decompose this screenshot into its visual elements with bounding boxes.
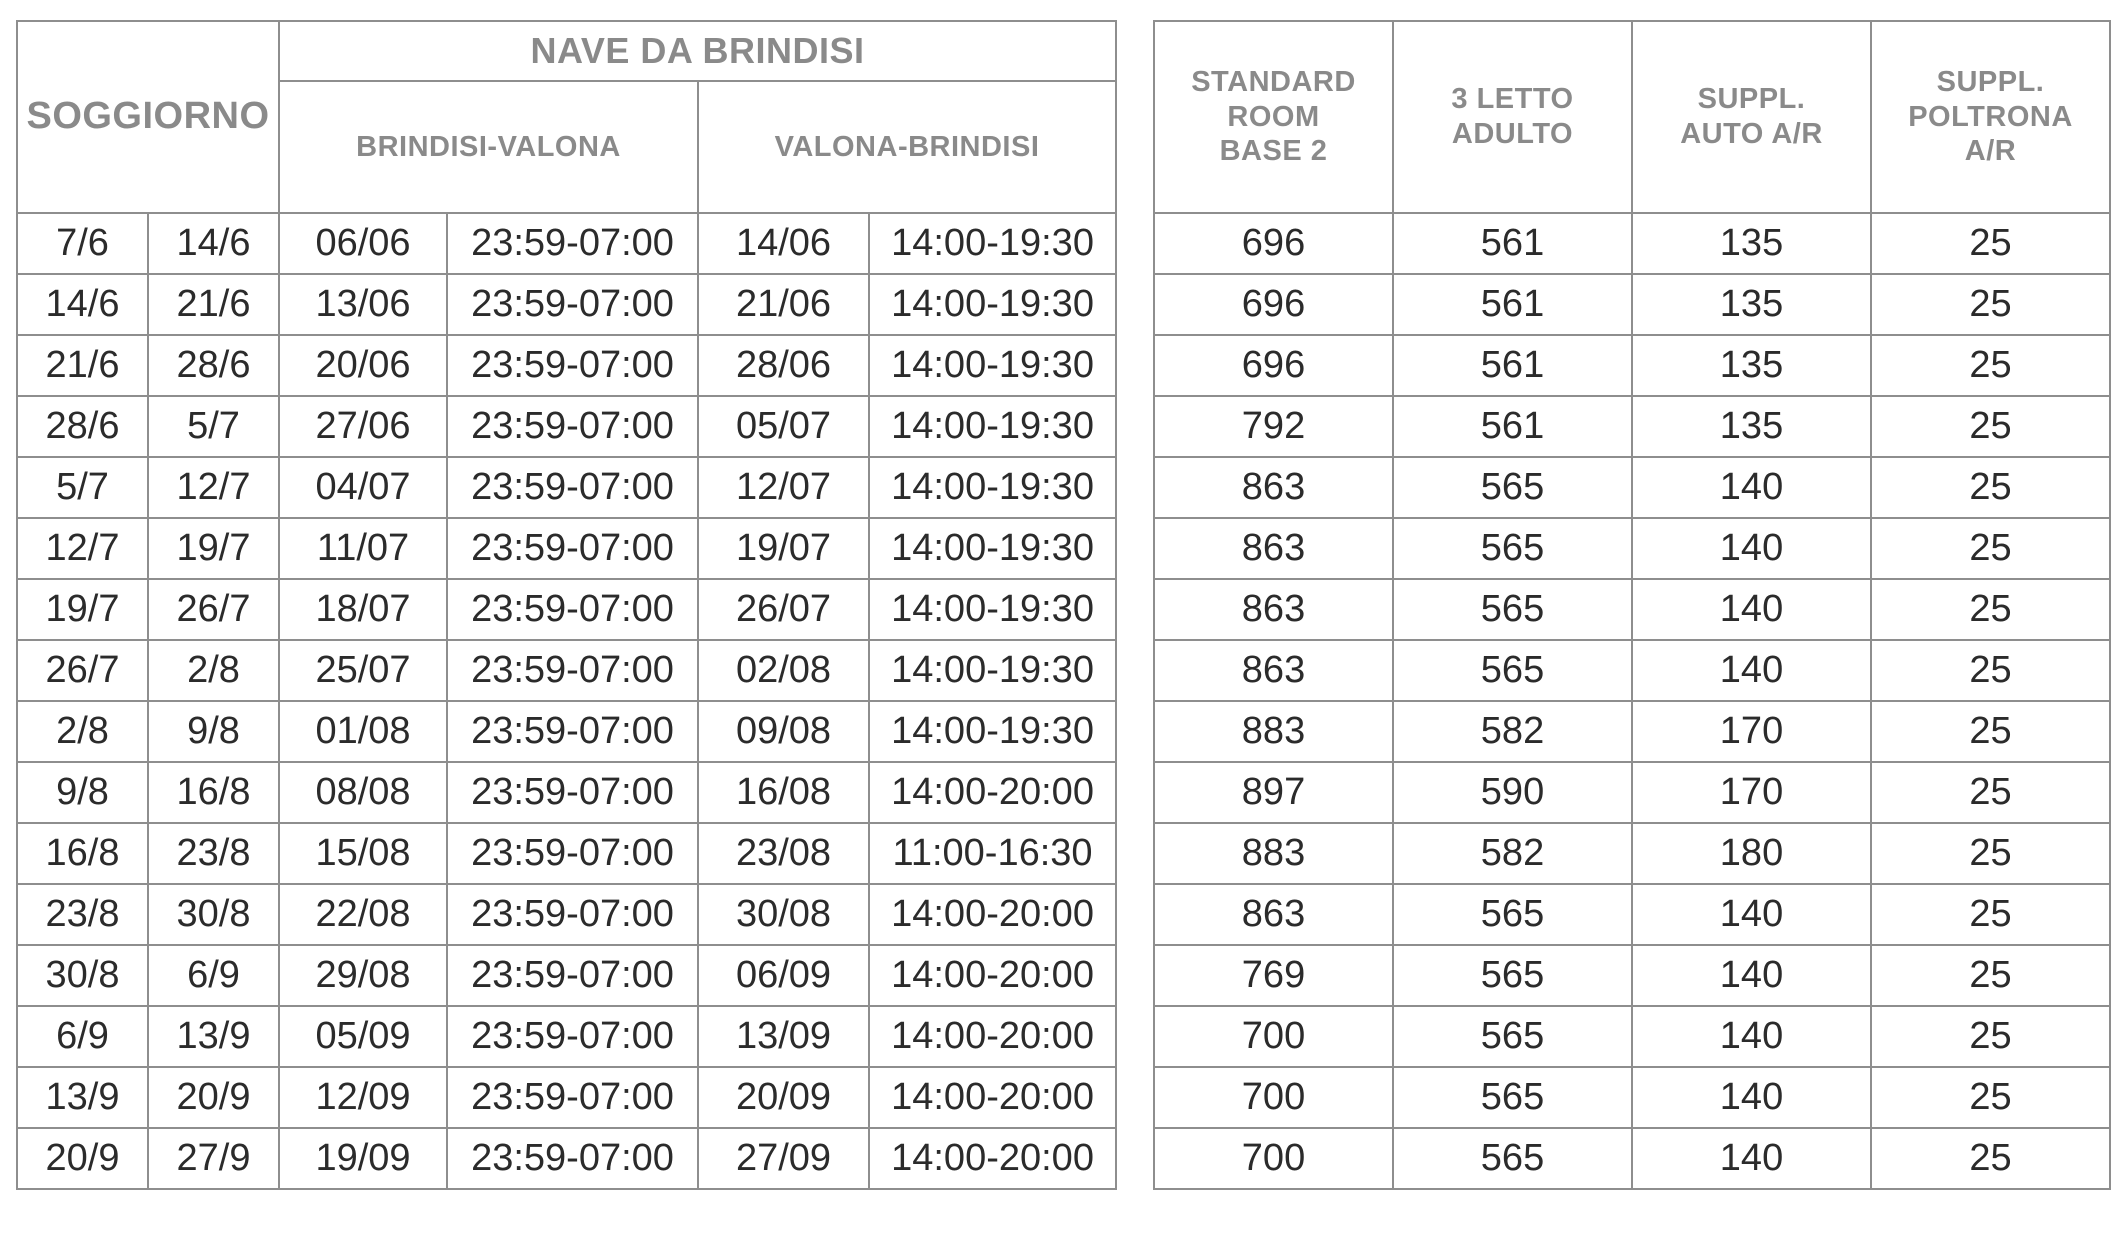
cell-suppl-auto: 135: [1632, 213, 1871, 274]
cell-ritorno-date: 20/09: [698, 1067, 869, 1128]
schedule-body: [17, 213, 1116, 1189]
cell-soggiorno-from: 13/9: [17, 1067, 148, 1128]
cell-andata-time: 23:59-07:00: [447, 335, 698, 396]
header-letto-line-2: ADULTO: [1451, 118, 1574, 150]
cell-ritorno-time: 14:00-20:00: [869, 762, 1116, 823]
cell-soggiorno-to: 27/9: [148, 1128, 279, 1189]
cell-suppl-poltrona: 25: [1871, 274, 2110, 335]
cell-suppl-auto: 140: [1632, 518, 1871, 579]
cell-soggiorno-to: 5/7: [148, 396, 279, 457]
table-row: [17, 884, 1116, 945]
cell-ritorno-date: 21/06: [698, 274, 869, 335]
table-row: [17, 701, 1116, 762]
cell-ritorno-date: 12/07: [698, 457, 869, 518]
table-row: [1154, 396, 2110, 457]
cell-andata-time: 23:59-07:00: [447, 884, 698, 945]
cell-suppl-auto: 135: [1632, 396, 1871, 457]
cell-soggiorno-to: 6/9: [148, 945, 279, 1006]
cell-soggiorno-to: 19/7: [148, 518, 279, 579]
cell-price-3-letto: 565: [1393, 579, 1632, 640]
cell-andata-time: 23:59-07:00: [447, 762, 698, 823]
cell-soggiorno-to: 2/8: [148, 640, 279, 701]
table-row: [1154, 884, 2110, 945]
cell-price-3-letto: 582: [1393, 701, 1632, 762]
cell-price-standard: 696: [1154, 274, 1393, 335]
header-poltrona-line-3: A/R: [1964, 135, 2017, 168]
cell-price-standard: 883: [1154, 701, 1393, 762]
cell-price-3-letto: 582: [1393, 823, 1632, 884]
cell-andata-time: 23:59-07:00: [447, 701, 698, 762]
cell-ritorno-time: 14:00-19:30: [869, 274, 1116, 335]
header-auto-line-1: SUPPL.: [1697, 83, 1806, 116]
cell-suppl-auto: 140: [1632, 1006, 1871, 1067]
cell-andata-time: 23:59-07:00: [447, 945, 698, 1006]
cell-soggiorno-from: 2/8: [17, 701, 148, 762]
header-standard-room: [1154, 21, 1393, 213]
cell-soggiorno-to: 16/8: [148, 762, 279, 823]
cell-ritorno-date: 19/07: [698, 518, 869, 579]
cell-soggiorno-to: 9/8: [148, 701, 279, 762]
cell-price-standard: 863: [1154, 457, 1393, 518]
cell-suppl-auto: 140: [1632, 640, 1871, 701]
cell-price-3-letto: 565: [1393, 640, 1632, 701]
cell-ritorno-date: 16/08: [698, 762, 869, 823]
cell-price-standard: 883: [1154, 823, 1393, 884]
schedule-table: [16, 20, 1117, 1190]
cell-ritorno-date: 14/06: [698, 213, 869, 274]
cell-suppl-poltrona: 25: [1871, 213, 2110, 274]
cell-suppl-poltrona: 25: [1871, 457, 2110, 518]
cell-ritorno-time: 11:00-16:30: [869, 823, 1116, 884]
cell-price-3-letto: 561: [1393, 274, 1632, 335]
header-suppl-poltrona: [1871, 21, 2110, 213]
cell-suppl-auto: 140: [1632, 1067, 1871, 1128]
cell-soggiorno-to: 30/8: [148, 884, 279, 945]
cell-soggiorno-from: 20/9: [17, 1128, 148, 1189]
cell-andata-date: 06/06: [279, 213, 447, 274]
cell-ritorno-time: 14:00-20:00: [869, 945, 1116, 1006]
cell-andata-time: 23:59-07:00: [447, 579, 698, 640]
price-table: [1153, 20, 2111, 1190]
cell-soggiorno-from: 21/6: [17, 335, 148, 396]
cell-ritorno-time: 14:00-19:30: [869, 457, 1116, 518]
cell-andata-time: 23:59-07:00: [447, 457, 698, 518]
cell-ritorno-time: 14:00-20:00: [869, 1067, 1116, 1128]
cell-suppl-poltrona: 25: [1871, 640, 2110, 701]
cell-price-standard: 700: [1154, 1128, 1393, 1189]
cell-ritorno-time: 14:00-19:30: [869, 701, 1116, 762]
cell-andata-date: 15/08: [279, 823, 447, 884]
header-auto-line-2: AUTO A/R: [1680, 118, 1823, 150]
cell-price-standard: 863: [1154, 579, 1393, 640]
table-row: [1154, 213, 2110, 274]
table-row: [1154, 335, 2110, 396]
cell-price-standard: 696: [1154, 213, 1393, 274]
table-row: [17, 518, 1116, 579]
cell-suppl-poltrona: 25: [1871, 762, 2110, 823]
cell-soggiorno-from: 26/7: [17, 640, 148, 701]
cell-price-standard: 792: [1154, 396, 1393, 457]
cell-suppl-poltrona: 25: [1871, 1067, 2110, 1128]
cell-suppl-poltrona: 25: [1871, 823, 2110, 884]
cell-soggiorno-from: 19/7: [17, 579, 148, 640]
cell-price-3-letto: 561: [1393, 396, 1632, 457]
table-row: [17, 762, 1116, 823]
cell-price-standard: 700: [1154, 1067, 1393, 1128]
cell-ritorno-date: 30/08: [698, 884, 869, 945]
cell-andata-time: 23:59-07:00: [447, 396, 698, 457]
cell-ritorno-time: 14:00-19:30: [869, 640, 1116, 701]
cell-price-3-letto: 565: [1393, 1128, 1632, 1189]
cell-ritorno-date: 28/06: [698, 335, 869, 396]
cell-price-standard: 700: [1154, 1006, 1393, 1067]
cell-ritorno-time: 14:00-19:30: [869, 579, 1116, 640]
cell-andata-date: 22/08: [279, 884, 447, 945]
cell-andata-date: 01/08: [279, 701, 447, 762]
table-row: [1154, 762, 2110, 823]
cell-ritorno-time: 14:00-19:30: [869, 396, 1116, 457]
cell-price-3-letto: 565: [1393, 884, 1632, 945]
cell-ritorno-date: 26/07: [698, 579, 869, 640]
cell-price-3-letto: 565: [1393, 945, 1632, 1006]
cell-price-3-letto: 565: [1393, 1067, 1632, 1128]
table-row: [1154, 579, 2110, 640]
table-row: [17, 1067, 1116, 1128]
cell-ritorno-date: 05/07: [698, 396, 869, 457]
cell-ritorno-time: 14:00-19:30: [869, 213, 1116, 274]
table-row: [1154, 1006, 2110, 1067]
cell-price-standard: 863: [1154, 884, 1393, 945]
cell-soggiorno-to: 26/7: [148, 579, 279, 640]
cell-ritorno-time: 14:00-19:30: [869, 335, 1116, 396]
cell-soggiorno-to: 23/8: [148, 823, 279, 884]
cell-soggiorno-from: 14/6: [17, 274, 148, 335]
cell-soggiorno-to: 21/6: [148, 274, 279, 335]
cell-price-3-letto: 590: [1393, 762, 1632, 823]
cell-andata-time: 23:59-07:00: [447, 640, 698, 701]
cell-soggiorno-from: 5/7: [17, 457, 148, 518]
cell-suppl-poltrona: 25: [1871, 701, 2110, 762]
cell-suppl-poltrona: 25: [1871, 1006, 2110, 1067]
cell-soggiorno-to: 28/6: [148, 335, 279, 396]
header-standard-line-2: ROOM: [1227, 100, 1320, 133]
table-row: [1154, 457, 2110, 518]
cell-soggiorno-from: 12/7: [17, 518, 148, 579]
table-row: [17, 396, 1116, 457]
table-row: [1154, 274, 2110, 335]
header-letto-line-1: 3 LETTO: [1451, 83, 1574, 116]
cell-suppl-auto: 140: [1632, 579, 1871, 640]
cell-suppl-poltrona: 25: [1871, 518, 2110, 579]
cell-andata-date: 13/06: [279, 274, 447, 335]
cell-suppl-auto: 135: [1632, 335, 1871, 396]
cell-price-3-letto: 565: [1393, 457, 1632, 518]
table-row: [17, 945, 1116, 1006]
cell-ritorno-date: 23/08: [698, 823, 869, 884]
table-row: [17, 1006, 1116, 1067]
cell-price-standard: 863: [1154, 640, 1393, 701]
cell-andata-date: 25/07: [279, 640, 447, 701]
cell-andata-date: 29/08: [279, 945, 447, 1006]
table-row: [17, 213, 1116, 274]
cell-andata-date: 27/06: [279, 396, 447, 457]
header-3-letto-adulto: [1393, 21, 1632, 213]
cell-soggiorno-from: 30/8: [17, 945, 148, 1006]
cell-andata-time: 23:59-07:00: [447, 213, 698, 274]
cell-soggiorno-from: 7/6: [17, 213, 148, 274]
cell-andata-date: 11/07: [279, 518, 447, 579]
cell-price-standard: 897: [1154, 762, 1393, 823]
cell-price-3-letto: 561: [1393, 335, 1632, 396]
table-row: [17, 1128, 1116, 1189]
cell-price-3-letto: 561: [1393, 213, 1632, 274]
cell-andata-time: 23:59-07:00: [447, 1006, 698, 1067]
cell-andata-date: 18/07: [279, 579, 447, 640]
cell-soggiorno-from: 16/8: [17, 823, 148, 884]
cell-soggiorno-from: 28/6: [17, 396, 148, 457]
cell-suppl-poltrona: 25: [1871, 884, 2110, 945]
cell-ritorno-time: 14:00-20:00: [869, 1128, 1116, 1189]
table-row: [1154, 701, 2110, 762]
cell-ritorno-time: 14:00-19:30: [869, 518, 1116, 579]
header-brindisi-valona: BRINDISI-VALONA: [279, 81, 698, 213]
table-row: [1154, 823, 2110, 884]
cell-suppl-poltrona: 25: [1871, 579, 2110, 640]
cell-suppl-auto: 180: [1632, 823, 1871, 884]
cell-ritorno-date: 02/08: [698, 640, 869, 701]
table-row: [1154, 945, 2110, 1006]
cell-suppl-auto: 140: [1632, 1128, 1871, 1189]
header-standard-line-1: STANDARD: [1191, 65, 1356, 98]
cell-soggiorno-to: 12/7: [148, 457, 279, 518]
cell-ritorno-date: 06/09: [698, 945, 869, 1006]
header-poltrona-line-2: POLTRONA: [1908, 100, 2073, 133]
cell-price-standard: 863: [1154, 518, 1393, 579]
table-row: [17, 457, 1116, 518]
table-row: [17, 823, 1116, 884]
table-row: [17, 579, 1116, 640]
cell-andata-date: 05/09: [279, 1006, 447, 1067]
cell-soggiorno-to: 13/9: [148, 1006, 279, 1067]
table-row: [17, 274, 1116, 335]
cell-price-standard: 769: [1154, 945, 1393, 1006]
header-nave-da-brindisi: NAVE DA BRINDISI: [279, 21, 1116, 81]
header-poltrona-line-1: SUPPL.: [1936, 65, 2045, 98]
header-suppl-auto: [1632, 21, 1871, 213]
cell-ritorno-date: 27/09: [698, 1128, 869, 1189]
cell-price-3-letto: 565: [1393, 518, 1632, 579]
cell-suppl-auto: 140: [1632, 457, 1871, 518]
cell-suppl-poltrona: 25: [1871, 1128, 2110, 1189]
cell-andata-time: 23:59-07:00: [447, 518, 698, 579]
table-row: [17, 335, 1116, 396]
cell-ritorno-time: 14:00-20:00: [869, 1006, 1116, 1067]
table-row: [17, 640, 1116, 701]
table-row: [1154, 518, 2110, 579]
cell-andata-date: 08/08: [279, 762, 447, 823]
cell-andata-date: 04/07: [279, 457, 447, 518]
cell-andata-date: 19/09: [279, 1128, 447, 1189]
cell-suppl-poltrona: 25: [1871, 945, 2110, 1006]
cell-andata-time: 23:59-07:00: [447, 274, 698, 335]
cell-soggiorno-from: 6/9: [17, 1006, 148, 1067]
table-row: [1154, 640, 2110, 701]
cell-andata-time: 23:59-07:00: [447, 1128, 698, 1189]
cell-suppl-auto: 140: [1632, 884, 1871, 945]
header-standard-line-3: BASE 2: [1219, 135, 1328, 168]
table-row: [1154, 1128, 2110, 1189]
cell-soggiorno-to: 14/6: [148, 213, 279, 274]
cell-soggiorno-to: 20/9: [148, 1067, 279, 1128]
price-body: [1154, 213, 2110, 1189]
cell-suppl-poltrona: 25: [1871, 396, 2110, 457]
cell-andata-time: 23:59-07:00: [447, 823, 698, 884]
cell-soggiorno-from: 23/8: [17, 884, 148, 945]
cell-price-3-letto: 565: [1393, 1006, 1632, 1067]
header-soggiorno: SOGGIORNO: [17, 21, 279, 213]
cell-price-standard: 696: [1154, 335, 1393, 396]
header-valona-brindisi: VALONA-BRINDISI: [698, 81, 1116, 213]
cell-suppl-auto: 170: [1632, 762, 1871, 823]
cell-soggiorno-from: 9/8: [17, 762, 148, 823]
cell-suppl-auto: 170: [1632, 701, 1871, 762]
cell-andata-date: 12/09: [279, 1067, 447, 1128]
table-row: [1154, 1067, 2110, 1128]
cell-andata-date: 20/06: [279, 335, 447, 396]
cell-ritorno-date: 09/08: [698, 701, 869, 762]
cell-ritorno-date: 13/09: [698, 1006, 869, 1067]
cell-suppl-poltrona: 25: [1871, 335, 2110, 396]
cell-andata-time: 23:59-07:00: [447, 1067, 698, 1128]
cell-ritorno-time: 14:00-20:00: [869, 884, 1116, 945]
cell-suppl-auto: 135: [1632, 274, 1871, 335]
cell-suppl-auto: 140: [1632, 945, 1871, 1006]
